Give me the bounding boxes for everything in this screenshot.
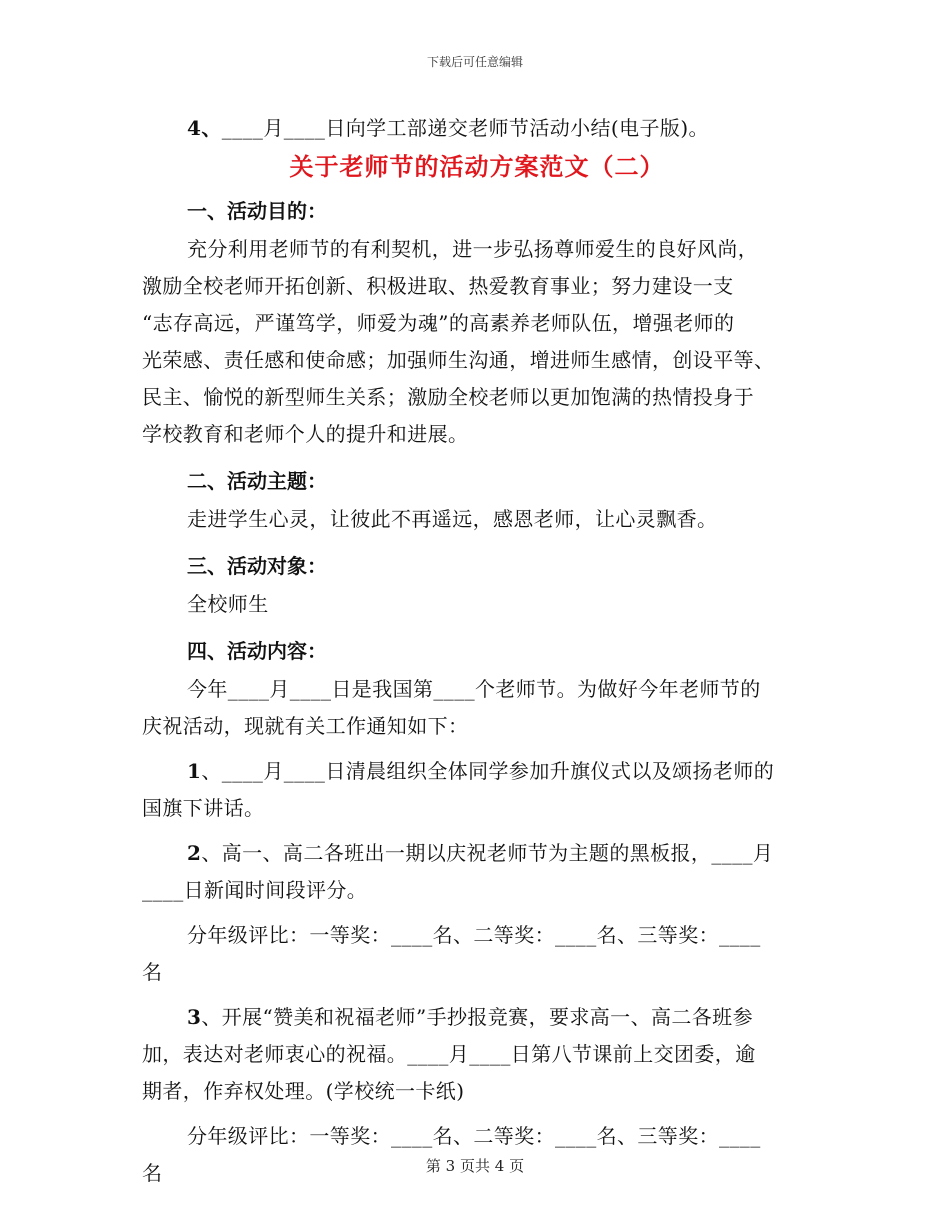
section-1-line: 光荣感、责任感和使命感；加强师生沟通，增进师生感情，创设平等、	[142, 348, 775, 372]
item-3-line: 加，表达对老师衷心的祝福。____月____日第八节课前上交团委，逾	[142, 1042, 756, 1066]
item-1-number: 1	[187, 759, 202, 783]
item-2-number: 2	[187, 841, 202, 865]
item-3-line: 期者，作弃权处理。(学校统一卡纸)	[142, 1079, 465, 1103]
item-3-text: 、开展“赞美和祝福老师”手抄报竞赛，要求高一、高二各班参	[201, 1005, 753, 1029]
section-4-heading: 四、活动内容：	[187, 639, 327, 663]
document-title: 关于老师节的活动方案范文（二）	[289, 152, 665, 181]
item-2-line	[142, 835, 812, 872]
section-1-line: 学校教育和老师个人的提升和进展。	[142, 422, 469, 446]
item-2-text: 、高一、高二各班出一期以庆祝老师节为主题的黑板报，____月	[201, 841, 774, 865]
item-4-number: 4、	[187, 116, 222, 140]
item-4-line	[142, 110, 812, 147]
section-3-heading: 三、活动对象：	[187, 554, 327, 578]
document-body	[142, 110, 812, 1192]
section-1-heading: 一、活动目的：	[187, 199, 327, 223]
item-3-award-line: 名	[142, 1161, 163, 1185]
item-3-line	[142, 999, 812, 1036]
section-1-line: “志存高远，严谨笃学，师爱为魂”的高素养老师队伍，增强老师的	[142, 311, 735, 335]
item-1-text: 、____月____日清晨组织全体同学参加升旗仪式以及颂扬老师的	[201, 759, 775, 783]
item-1-line	[142, 753, 812, 790]
section-1-line: 激励全校老师开拓创新、积极进取、热爱教育事业；努力建设一支	[142, 274, 734, 298]
section-4-intro-line: 今年____月____日是我国第____个老师节。为做好今年老师节的	[187, 677, 761, 701]
item-2-award-line: 名	[142, 960, 163, 984]
item-2-award-line: 分年级评比：一等奖：____名、二等奖：____名、三等奖：____	[187, 923, 761, 947]
page-number: 第 3 页共 4 页	[425, 1157, 525, 1175]
item-1-line: 国旗下讲话。	[142, 796, 265, 820]
section-2-heading: 二、活动主题：	[187, 469, 327, 493]
item-2-line: ____日新闻时间段评分。	[142, 878, 368, 902]
item-3-award-line: 分年级评比：一等奖：____名、二等奖：____名、三等奖：____	[187, 1124, 761, 1148]
page-header-note: 下载后可任意编辑	[426, 55, 523, 69]
section-3-line: 全校师生	[187, 592, 269, 616]
item-3-number: 3	[187, 1005, 202, 1029]
section-4-intro-line: 庆祝活动，现就有关工作通知如下：	[142, 714, 469, 738]
item-4-text: ____月____日向学工部递交老师节活动小结(电子版)。	[221, 116, 709, 140]
section-2-line: 走进学生心灵，让彼此不再遥远，感恩老师，让心灵飘香。	[187, 507, 718, 531]
section-1-line: 民主、愉悦的新型师生关系；激励全校老师以更加饱满的热情投身于	[142, 385, 754, 409]
section-1-line: 充分利用老师节的有利契机，进一步弘扬尊师爱生的良好风尚，	[187, 237, 759, 261]
